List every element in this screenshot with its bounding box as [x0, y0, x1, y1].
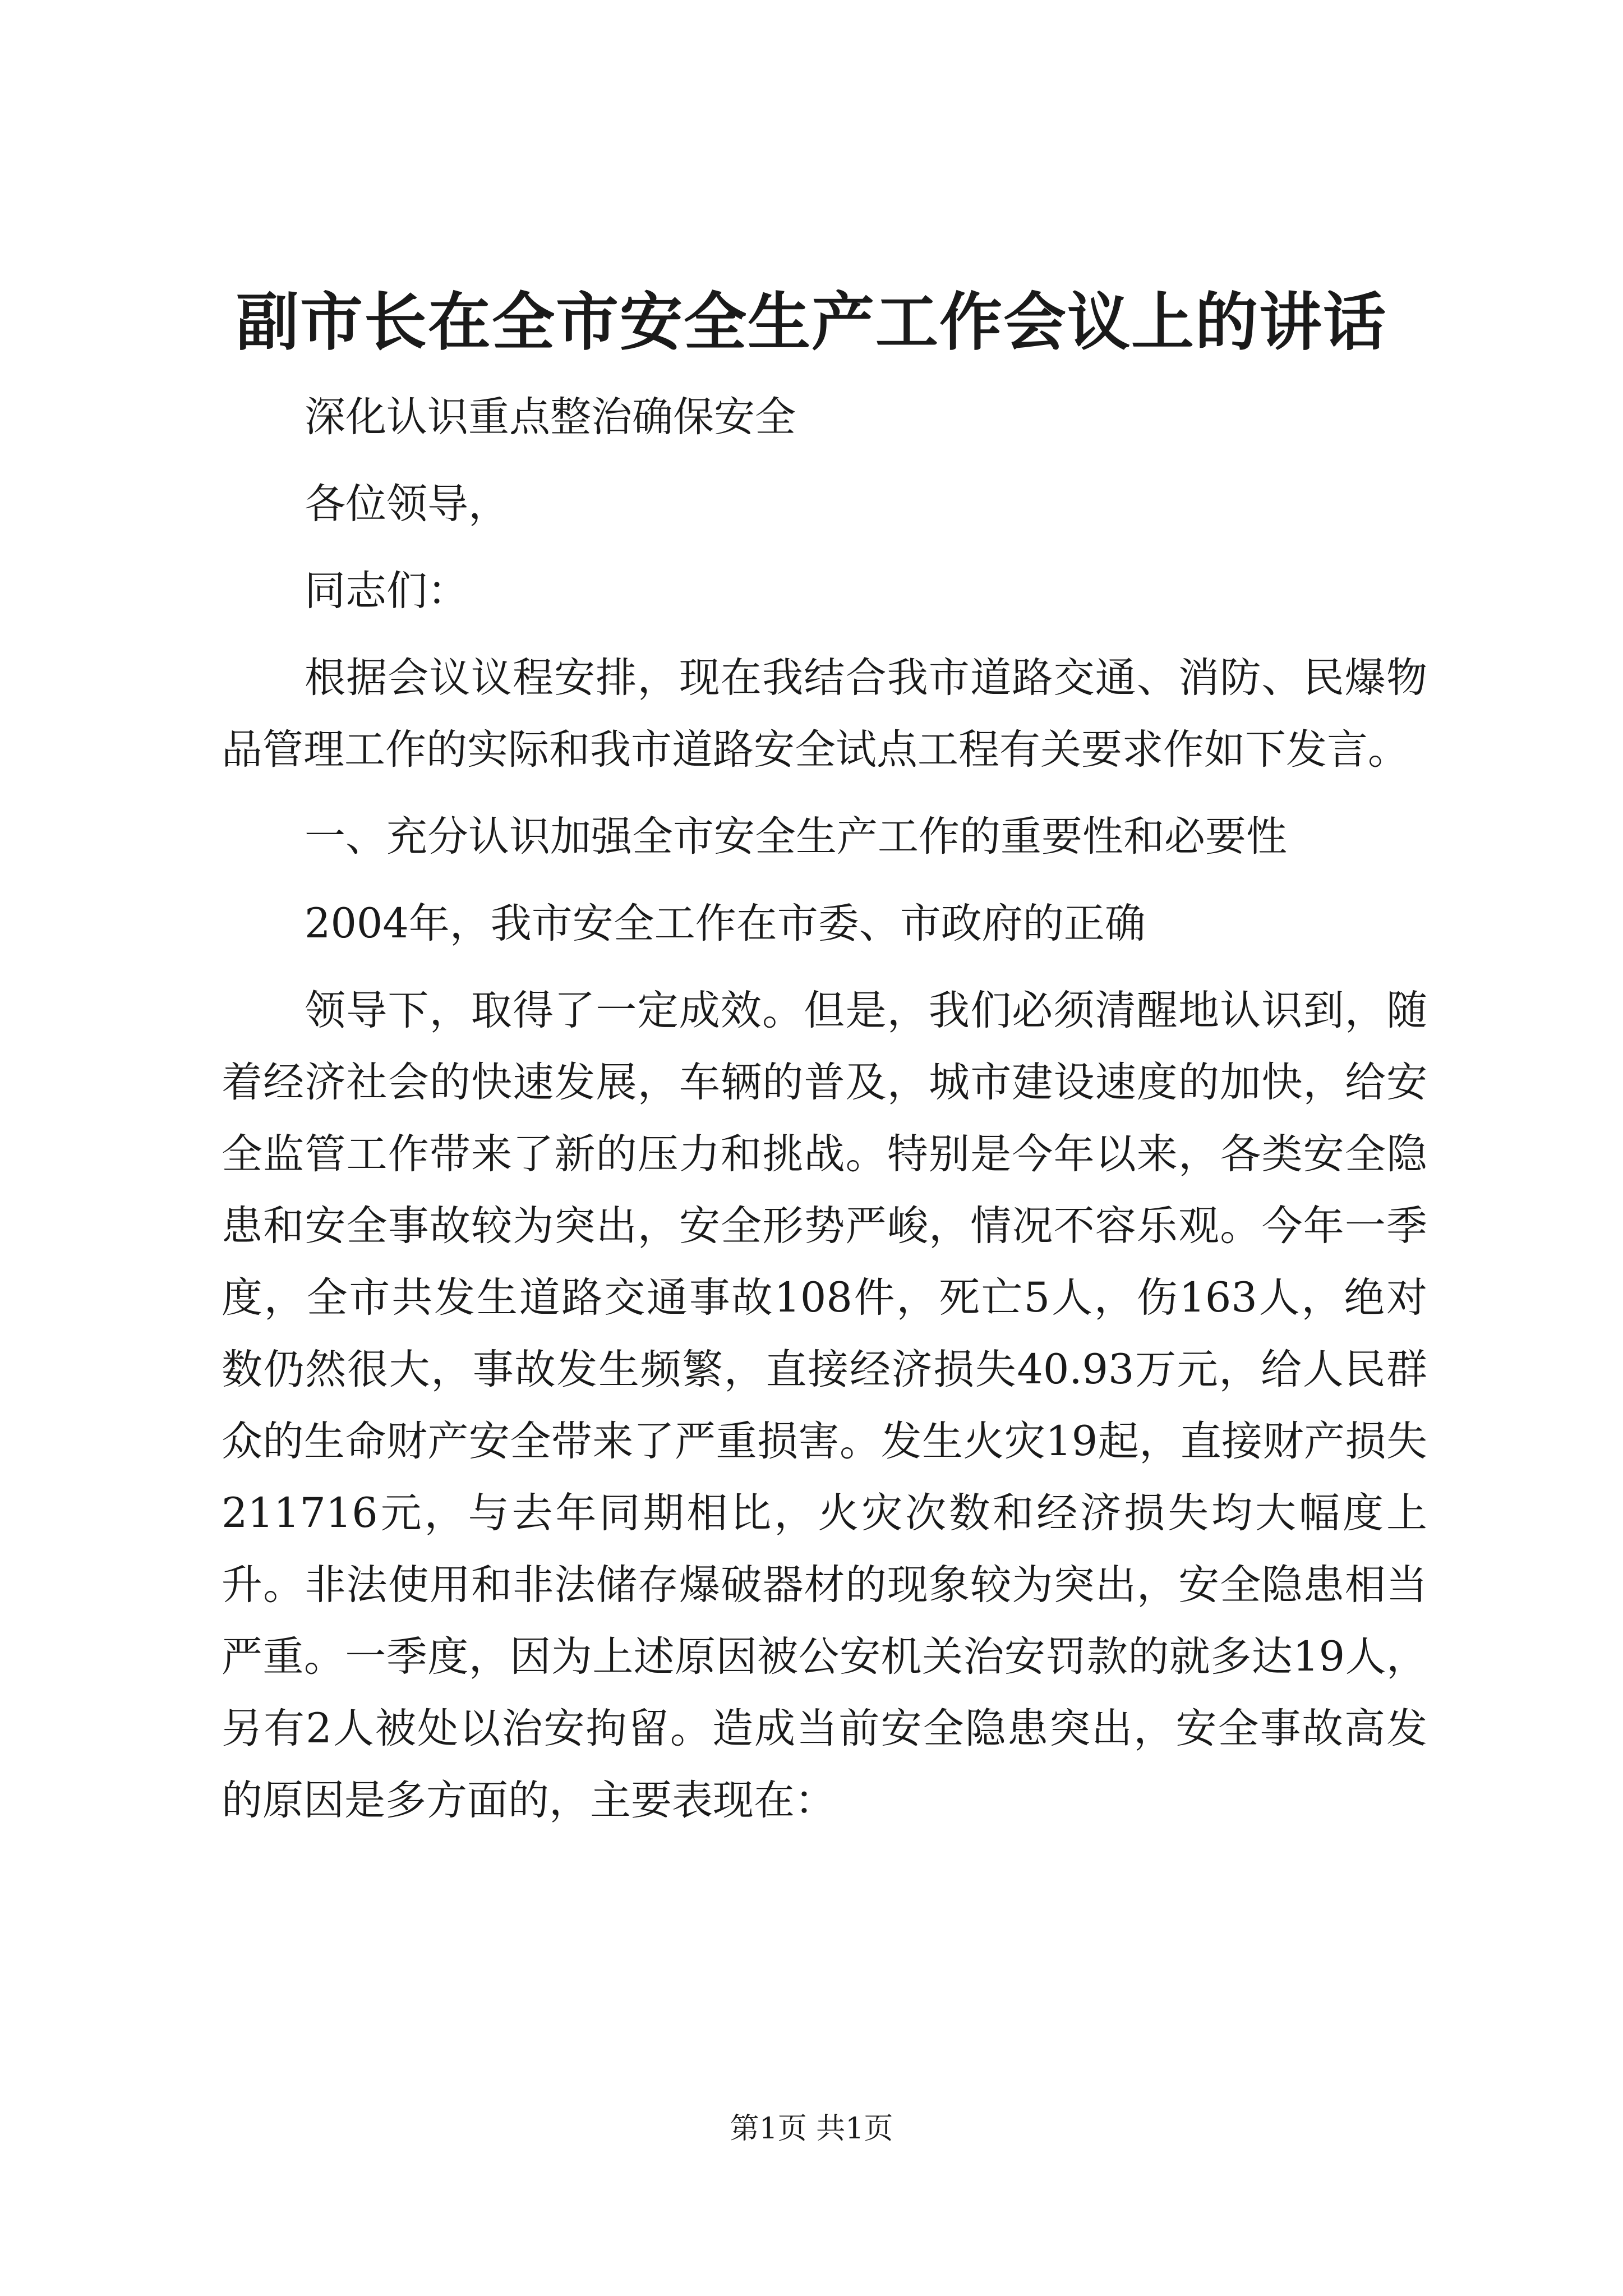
body-paragraph-year: 2004年，我市安全工作在市委、市政府的正确: [305, 900, 1146, 947]
document-title: 副市长在全市安全生产工作会议上的讲话: [236, 286, 1387, 359]
section-heading-1: 一、充分认识加强全市安全生产工作的重要性和必要性: [305, 813, 1287, 861]
subtitle-paragraph: 深化认识重点整治确保安全: [305, 393, 796, 441]
intro-paragraph: 根据会议议程安排，现在我结合我市道路交通、消防、民爆物品管理工作的实际和我市道路安全试点工程有关要求作如下发言。: [222, 654, 1427, 774]
salutation-leaders: 各位领导，: [305, 480, 509, 528]
document-body: [222, 381, 1427, 1852]
body-paragraph-main: 领导下，取得了一定成效。但是，我们必须清醒地认识到，随着经济社会的快速发展，车辆的普及，城市建设速度的加快，给安全监管工作带来了新的压力和挑战。特别是今年以来，各类安全隐患和安全事故较为突出，安全形势严峻，情况不容乐观。今年一季度，全市共发生道路交通事故108件，死亡5人，伤163人，绝对数仍然很大，事故发生频繁，直接经济损失40.93万元，给人民群众的生命财产安全带来了严重损害。发生火灾19起，直接财产损失211716元，与去年同期相比，火灾次数和经济损失均大幅度上升。非法使用和非法储存爆破器材的现象较为突出，安全隐患相当严重。一季度，因为上述原因被公安机关治安罚款的就多达19人，另有2人被处以治安拘留。造成当前安全隐患突出，安全事故高发的原因是多方面的，主要表现在：: [222, 987, 1427, 1824]
page-footer: 第1页 共1页: [730, 2112, 893, 2146]
salutation-comrades: 同志们：: [305, 567, 468, 615]
